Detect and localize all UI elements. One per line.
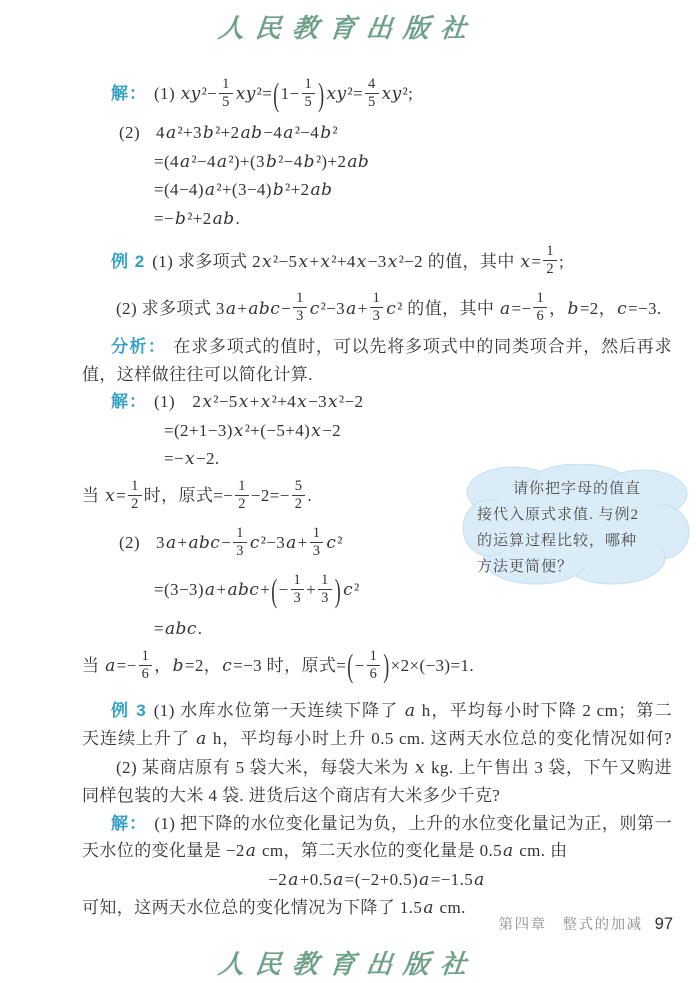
fraction: $\frac{1}{2}$: [543, 243, 557, 278]
line-text: 天连续上升了 a h，平均每小时上升 0.5 cm. 这两天水位总的变化情况如何?: [82, 729, 672, 750]
line-text: (2) 求多项式 3a+abc− $\frac{1}{3}$ c²−3a+ $\frac{1}{3}$ c² 的值，其中 a=− $\frac{1}{6}$ ，b=2，c=−3.: [116, 290, 662, 325]
content-line: [82, 615, 672, 644]
content-line: [82, 417, 672, 446]
fraction: $\frac{1}{6}$: [533, 290, 547, 325]
line-text: =(4−4)a²+(3−4)b²+2ab: [154, 180, 333, 201]
fraction: $\frac{4}{5}$: [365, 76, 379, 111]
page-footer: [499, 913, 673, 934]
fraction: $\frac{1}{3}$: [233, 525, 247, 560]
content-line: [82, 119, 672, 148]
fraction: $\frac{1}{3}$: [318, 572, 332, 607]
content-line: [82, 361, 672, 389]
fraction: $\frac{1}{5}$: [219, 76, 233, 111]
section-label: 解：: [111, 813, 148, 833]
line-text: =−b²+2ab.: [154, 208, 241, 229]
line-text: (1) xy²− $\frac{1}{5}$ xy²=(1− $\frac{1}{5}$ ) xy²= $\frac{4}{5}$ xy²;: [154, 75, 414, 113]
content-line: [82, 176, 672, 205]
section-label: 例 2: [111, 251, 146, 271]
line-text: (2) 某商店原有 5 袋大米，每袋大米为 x kg. 上午售出 3 袋，下午又购进: [116, 757, 672, 778]
publisher-logo-top: 人民教育出版社: [216, 14, 479, 44]
line-text: (1) 求多项式 2x²−5x+x²+4x−3x²−2 的值，其中 x= $\frac{1}{2}$ ;: [152, 243, 565, 278]
line-text: 当 a=− $\frac{1}{6}$ ，b=2，c=−3 时，原式=(− $\frac{1}{6}$ )×2×(−3)=1.: [82, 647, 474, 685]
line-text: (1) 2x²−5x+x²+4x−3x²−2: [154, 392, 364, 413]
fraction: $\frac{1}{3}$: [293, 290, 307, 325]
fraction: $\frac{1}{5}$: [302, 76, 316, 111]
line-text: −2a+0.5a=(−2+0.5)a=−1.5a: [268, 869, 485, 890]
line-text: =abc.: [154, 619, 203, 640]
section-label: 分析：: [111, 337, 167, 357]
content-line: [82, 239, 672, 286]
content-line: [82, 725, 672, 754]
fraction: $\frac{1}{2}$: [128, 478, 142, 513]
footer-chapter: 第四章 整式的加减: [498, 917, 643, 933]
content-line: [82, 697, 672, 726]
page-number: 97: [654, 915, 673, 933]
line-text: 可知，这两天水位总的变化情况为下降了 1.5a cm.: [82, 898, 466, 919]
bubble-line: 请你把字母的值直: [513, 481, 642, 497]
thought-bubble: [461, 464, 691, 586]
line-text: 同样包装的大米 4 袋. 进货后这个商店有大米多少千克?: [82, 786, 501, 806]
line-text: =−x−2.: [164, 449, 220, 470]
line-text: (1) 水库水位第一天连续下降了 a h，平均每小时下降 2 cm；第二: [153, 700, 673, 721]
line-text: 在求多项式的值时，可以先将多项式中的同类项合并，然后再求: [173, 337, 672, 357]
fraction: $\frac{1}{6}$: [367, 648, 381, 683]
content-line: [82, 205, 672, 234]
line-text: =(2+1−3)x²+(−5+4)x−2: [164, 420, 342, 441]
line-text: 3a+abc− $\frac{1}{3}$ c²−3a+ $\frac{1}{3}$ c²: [156, 524, 343, 559]
content-line: [82, 286, 672, 333]
line-text: 值，这样做往往可以简化计算.: [82, 364, 313, 384]
line-text: 天水位的变化量是 −2a cm，第二天水位的变化量是 0.5a cm. 由: [82, 841, 568, 862]
content-line: [82, 72, 672, 119]
content-line: [82, 644, 672, 691]
content-line: [82, 810, 672, 838]
bubble-line: 方法更简便？: [477, 559, 574, 575]
publisher-logo-bottom: 人民教育出版社: [216, 950, 479, 980]
content-line: [82, 148, 672, 177]
content-line: [82, 866, 672, 895]
content-line: [82, 782, 672, 810]
fraction: $\frac{1}{2}$: [235, 478, 249, 513]
line-text: =(3−3)a+abc+(− $\frac{1}{3}$ + $\frac{1}{3}$ ) c²: [154, 571, 360, 609]
fraction: $\frac{1}{3}$: [310, 525, 324, 560]
line-text: =(4a²−4a²)+(3b²−4b²)+2ab: [154, 151, 370, 172]
content-line: [82, 333, 672, 361]
fraction: $\frac{1}{3}$: [370, 290, 384, 325]
line-text: (1) 把下降的水位变化量记为负，上升的水位变化量记为正，则第一: [154, 813, 672, 833]
section-label: 例 3: [111, 700, 147, 720]
bubble-text: [477, 476, 679, 580]
item-number: (2): [119, 533, 141, 553]
item-number: (2): [119, 123, 141, 143]
fraction: $\frac{5}{2}$: [292, 478, 306, 513]
bubble-line: 的运算过程比较，哪种: [477, 533, 638, 549]
content-line: [82, 837, 672, 866]
fraction: $\frac{1}{6}$: [139, 648, 153, 683]
line-text: 当 x= $\frac{1}{2}$ 时，原式=− $\frac{1}{2}$ −2=− $\frac{5}{2}$ .: [82, 477, 313, 512]
section-label: 解：: [111, 84, 147, 104]
line-text: 4a²+3b²+2ab−4a²−4b²: [156, 123, 339, 144]
content-line: [82, 754, 672, 783]
bubble-line: 接代入原式求值. 与例2: [477, 507, 640, 523]
fraction: $\frac{1}{3}$: [291, 572, 305, 607]
content-line: [82, 388, 672, 417]
section-label: 解：: [111, 392, 147, 412]
